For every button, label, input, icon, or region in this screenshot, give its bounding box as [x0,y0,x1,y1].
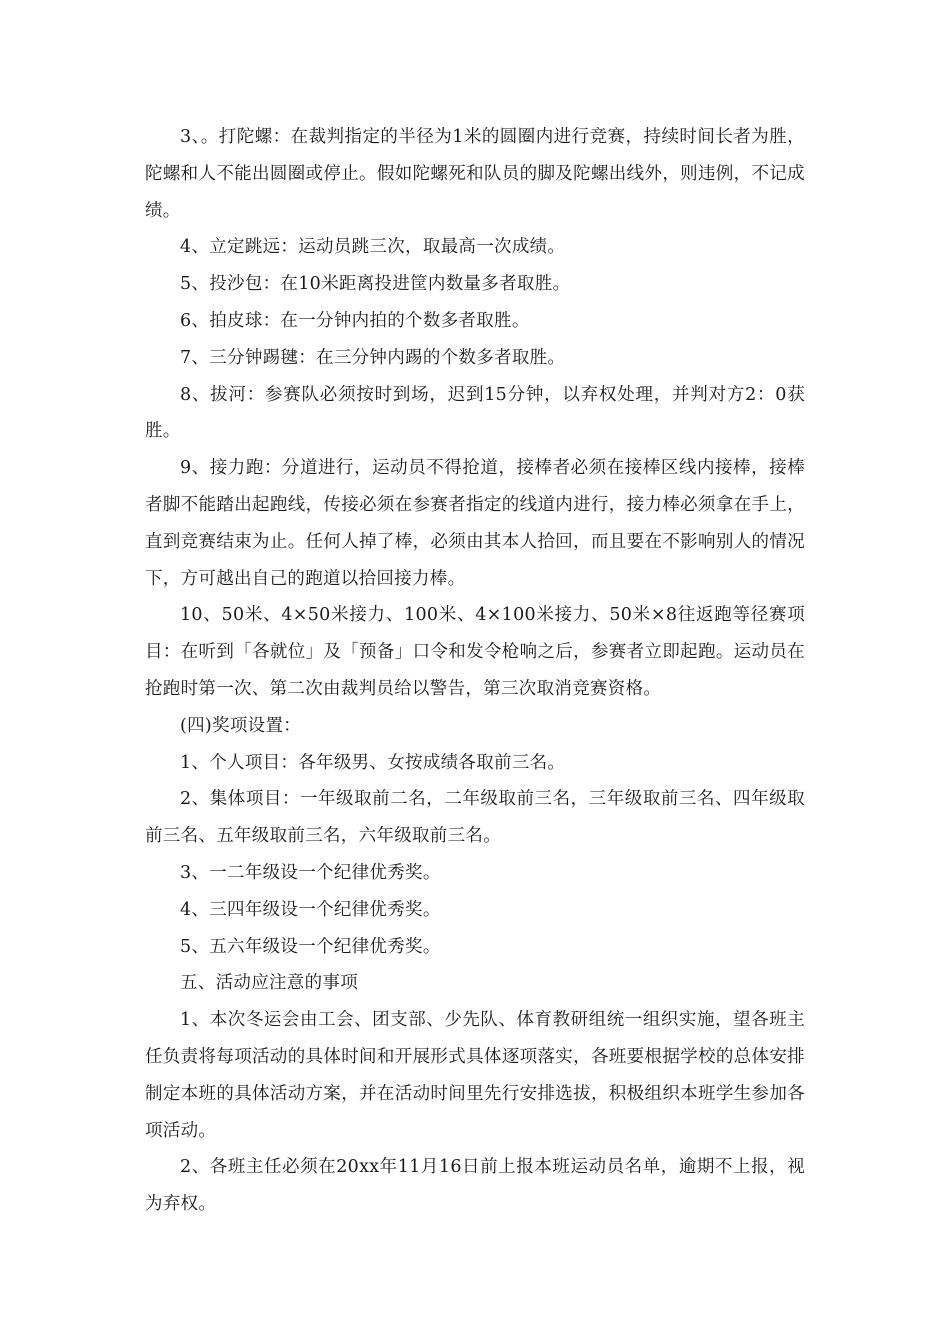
paragraph-rule-9-relay: 9、接力跑：分道进行，运动员不得抢道，接棒者必须在接棒区线内接棒，接棒者脚不能踏出起跑线，传接必须在参赛者指定的线道内进行，接力棒必须拿在手上，直到竞赛结束为止。任何人掉了棒，必须由其本人拾回，而且要在不影响别人的情况下，方可越出自己的跑道以拾回接力棒。 [145,458,805,589]
paragraph-award-4-discipline: 4、三四年级设一个纪律优秀奖。 [180,899,441,920]
paragraph-rule-10-track-events: 10、50米、4×50米接力、100米、4×100米接力、50米×8往返跑等径赛项目：在听到「各就位」及「预备」口令和发令枪响之后，参赛者立即起跑。运动员在抢跑时第一次、第二次由裁判员给以警告，第三次取消竞赛资格。 [145,605,805,699]
paragraph-rule-3-spinning-top: 3、。打陀螺：在裁判指定的半径为1米的圆圈内进行竞赛，持续时间长者为胜，陀螺和人不能出圆圈或停止。假如陀螺死和队员的脚及陀螺出线外，则违例，不记成绩。 [145,127,805,221]
paragraph-rule-5-sandbag-throw: 5、投沙包：在10米距离投进筐内数量多者取胜。 [180,274,571,295]
paragraph-rule-6-ball-bouncing: 6、拍皮球：在一分钟内拍的个数多者取胜。 [180,310,530,331]
paragraph-award-2-group: 2、集体项目：一年级取前二名，二年级取前三名，三年级取前三名、四年级取前三名、五年级取前三名，六年级取前三名。 [145,789,805,847]
paragraph-rule-8-tug-of-war: 8、拔河：参赛队必须按时到场，迟到15分钟，以弃权处理，并判对方2：0获胜。 [145,384,805,442]
paragraph-rule-4-standing-long-jump: 4、立定跳远：运动员跳三次，取最高一次成绩。 [180,237,566,258]
paragraph-note-2-deadline: 2、各班主任必须在20xx年11月16日前上报本班运动员名单，逾期不上报，视为弃权。 [145,1157,805,1215]
paragraph-note-1-organization: 1、本次冬运会由工会、团支部、少先队、体育教研组统一组织实施，望各班主任负责将每项活动的具体时间和开展形式具体逐项落实，各班要根据学校的总体安排制定本班的具体活动方案，并在活动时间里先行安排选拔，积极组织本班学生参加各项活动。 [145,1010,805,1141]
paragraph-award-5-discipline: 5、五六年级设一个纪律优秀奖。 [180,936,441,957]
section-heading-awards: (四)奖项设置： [180,715,302,736]
paragraph-award-1-individual: 1、个人项目：各年级男、女按成绩各取前三名。 [180,752,566,773]
paragraph-rule-7-shuttlecock: 7、三分钟踢毽：在三分钟内踢的个数多者取胜。 [180,347,566,368]
document-body [145,119,805,1223]
section-heading-notes: 五、活动应注意的事项 [180,973,358,994]
paragraph-award-3-discipline: 3、一二年级设一个纪律优秀奖。 [180,862,441,883]
